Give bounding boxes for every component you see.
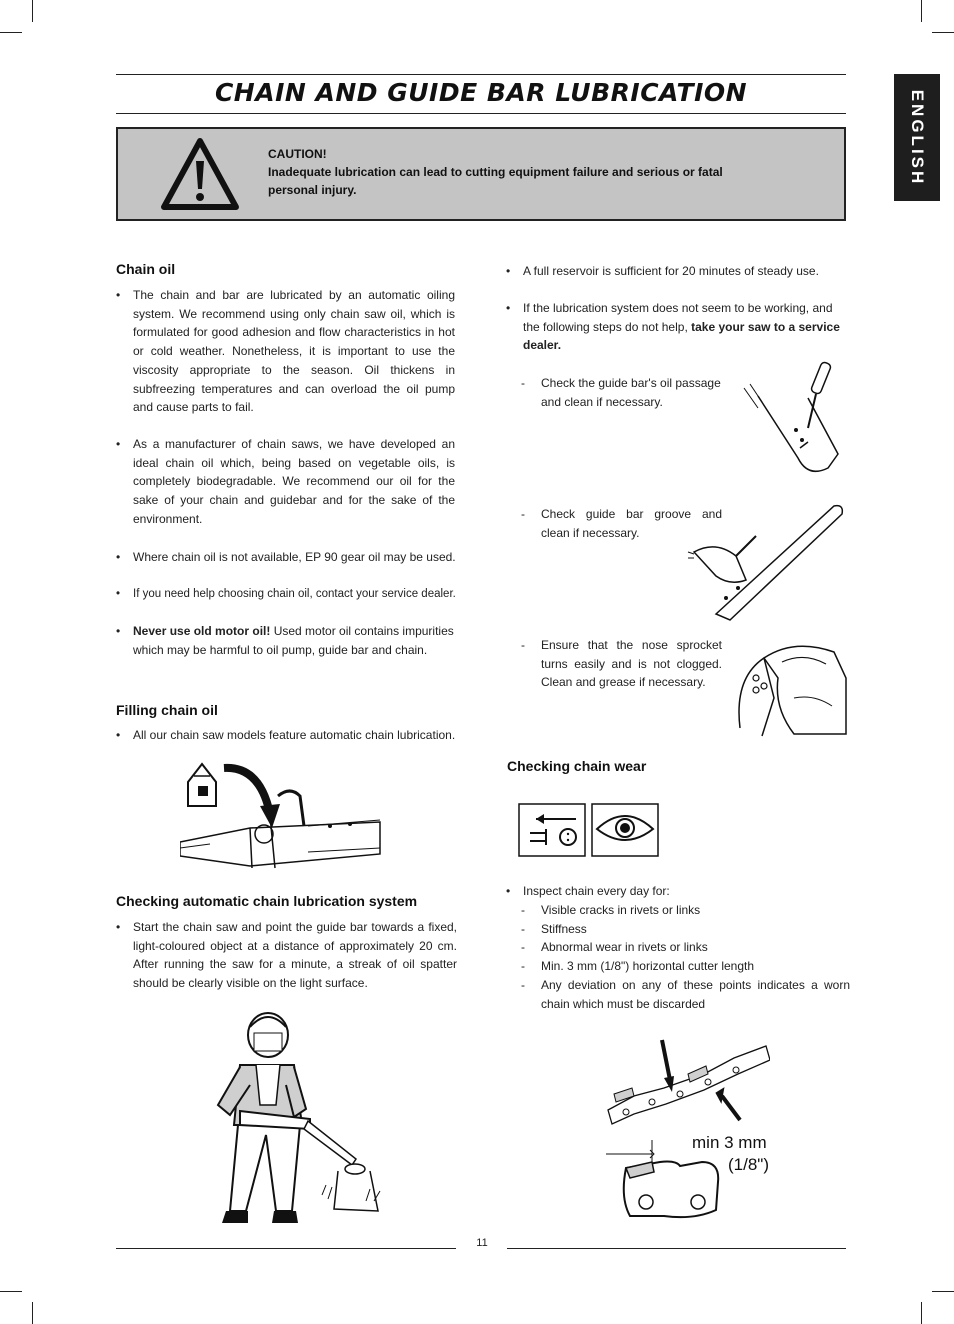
bullet: • bbox=[116, 288, 121, 302]
crop-mark bbox=[921, 1302, 922, 1324]
chain-cutter-illustration bbox=[604, 1038, 770, 1222]
min-3mm-label: min 3 mm bbox=[692, 1133, 767, 1152]
caution-body: Inadequate lubrication can lead to cutting equipment failure and serious or fatal personal injury. bbox=[268, 165, 723, 197]
bullet: • bbox=[116, 437, 121, 451]
title-rule-bottom bbox=[116, 113, 846, 114]
chain-wear-item: - Any deviation on any of these points indicates a worn chain which must be discarded bbox=[521, 978, 850, 1011]
eye-inspection-icon bbox=[591, 803, 659, 857]
chain-wear-item: - Visible cracks in rivets or links bbox=[541, 901, 848, 920]
crop-mark bbox=[0, 32, 22, 33]
chain-wear-item: - Stiffness bbox=[541, 920, 848, 939]
page-number: 11 bbox=[476, 1237, 488, 1249]
chain-oil-bullet-5: • Never use old motor oil! Used motor oil contains impurities which may be harmful to oil pump, guide bar and chain. bbox=[116, 624, 454, 657]
reservoir-bullet: • A full reservoir is sufficient for 20 minutes of steady use. bbox=[523, 262, 848, 281]
dash: - bbox=[521, 940, 525, 954]
crop-mark bbox=[0, 1291, 22, 1292]
title-rule-top bbox=[116, 74, 846, 75]
bullet: • bbox=[116, 920, 121, 934]
footer-rule-left bbox=[116, 1248, 456, 1249]
chain-oil-bullet-3: • Where chain oil is not available, EP 90 gear oil may be used. bbox=[133, 548, 463, 567]
page-title: CHAIN AND GUIDE BAR LUBRICATION bbox=[214, 78, 748, 107]
crop-mark bbox=[921, 0, 922, 22]
crop-mark bbox=[932, 32, 954, 33]
footer-rule-right bbox=[507, 1248, 846, 1249]
chain-oil-bullet-4: • If you need help choosing chain oil, contact your service dealer. bbox=[133, 585, 463, 604]
chain-wear-item: - Abnormal wear in rivets or links bbox=[541, 938, 848, 957]
checking-system-heading: Checking automatic chain lubrication system bbox=[116, 893, 418, 909]
chain-oil-bullet-2: • As a manufacturer of chain saws, we have developed an ideal chain oil which, being based on vegetable oils, is completely biodegradable. We recommend our oil for the sake of your chain and guidebar and for the sake of the environment. bbox=[116, 437, 455, 526]
bullet: • bbox=[506, 301, 511, 315]
checking-system-bullet-1: • Start the chain saw and point the guide bar towards a fixed, light-coloured object at a distance of approximately 20 cm. After running the saw for a minute, a streak of oil spatter should be clearly visible on the light surface. bbox=[116, 920, 457, 991]
dash: - bbox=[521, 922, 525, 936]
dash: - bbox=[521, 903, 525, 917]
guide-bar-groove-illustration bbox=[686, 496, 850, 622]
language-tab bbox=[894, 74, 940, 201]
dash: - bbox=[521, 507, 525, 521]
bullet: • bbox=[116, 550, 121, 564]
oil-passage-step: - Check the guide bar's oil passage and clean if necessary. bbox=[521, 376, 721, 409]
direction-symbol-icon bbox=[518, 803, 586, 857]
guide-bar-screwdriver-illustration bbox=[738, 358, 848, 484]
chain-wear-intro: • Inspect chain every day for: bbox=[523, 882, 848, 901]
bullet: • bbox=[116, 728, 121, 742]
dash: - bbox=[521, 376, 525, 390]
filling-bullet-1: • All our chain saw models feature automatic chain lubrication. bbox=[133, 726, 463, 745]
dash: - bbox=[521, 638, 525, 652]
bullet: • bbox=[506, 264, 511, 278]
language-label: ENGLISH bbox=[908, 89, 927, 186]
warning-triangle-icon bbox=[158, 135, 242, 213]
chain-oil-heading: Chain oil bbox=[116, 261, 176, 277]
dash: - bbox=[521, 978, 525, 992]
oil-filling-illustration bbox=[180, 756, 386, 878]
crop-mark bbox=[32, 0, 33, 22]
nose-sprocket-illustration bbox=[734, 638, 848, 738]
guide-bar-groove-step: - Check guide bar groove and clean if necessary. bbox=[521, 507, 722, 540]
bullet: • bbox=[506, 884, 511, 898]
one-eighth-inch-label: (1/8") bbox=[728, 1155, 769, 1174]
filling-heading: Filling chain oil bbox=[116, 702, 218, 718]
chain-wear-heading: Checking chain wear bbox=[507, 758, 647, 774]
dash: - bbox=[521, 959, 525, 973]
bullet: • bbox=[116, 588, 121, 600]
crop-mark bbox=[32, 1302, 33, 1324]
bullet: • bbox=[116, 624, 121, 638]
caution-box bbox=[116, 127, 846, 221]
nose-sprocket-step: - Ensure that the nose sprocket turns easily and is not clogged. Clean and grease if necessary. bbox=[521, 638, 722, 690]
chain-wear-item: - Min. 3 mm (1/8") horizontal cutter length bbox=[541, 957, 848, 976]
caution-heading: CAUTION! bbox=[268, 147, 327, 161]
crop-mark bbox=[932, 1291, 954, 1292]
service-bullet: • If the lubrication system does not seem to be working, and the following steps do not help, take your saw to a service dealer. bbox=[506, 301, 840, 353]
caution-text bbox=[268, 145, 748, 199]
operator-with-chainsaw-illustration bbox=[210, 1005, 388, 1227]
chain-oil-bullet-1: • The chain and bar are lubricated by an automatic oiling system. We recommend using only chain saw oil, which is formulated for good adhesion and flow characteristics in hot or cold weather. Nonetheless, it is important to use the viscosity appropriate to the season. Oil thickens in subfreezing temperatures and can overload the oil pump and cause parts to fail. bbox=[116, 288, 455, 415]
